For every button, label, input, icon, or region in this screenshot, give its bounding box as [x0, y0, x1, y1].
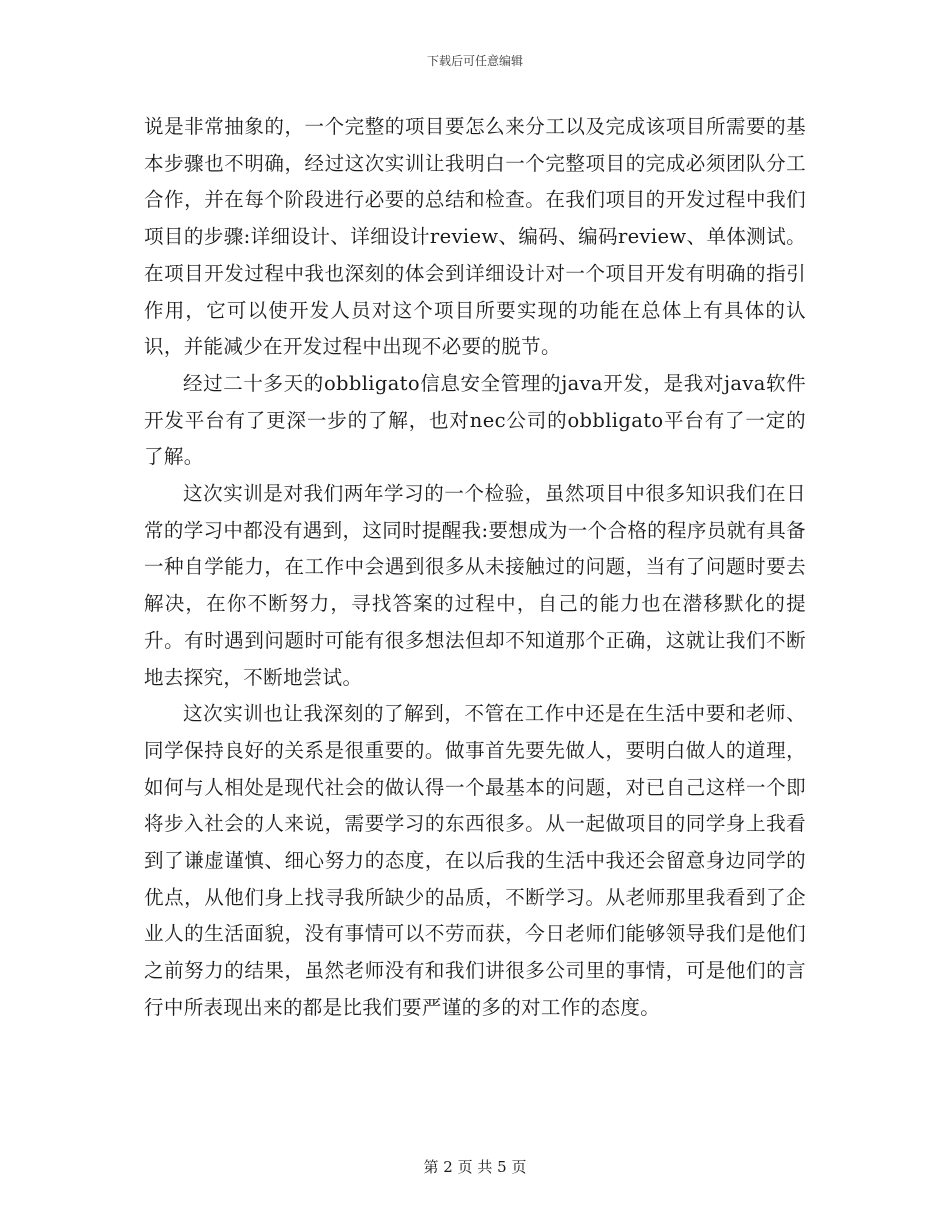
page-footer	[0, 1157, 950, 1177]
paragraph-continuation: 说是非常抽象的，一个完整的项目要怎么来分工以及完成该项目所需要的基本步骤也不明确，经过这次实训让我明白一个完整项目的完成必须团队分工合作，并在每个阶段进行必要的总结和检查。在我们项目的开发过程中我们项目的步骤:详细设计、详细设计review、编码、编码review、单体测试。在项目开发过程中我也深刻的体会到详细设计对一个项目开发有明确的指引作用，它可以使开发人员对这个项目所要实现的功能在总体上有具体的认识，并能减少在开发过程中出现不必要的脱节。	[144, 115, 806, 359]
page-header	[0, 53, 950, 69]
header-note: 下载后可任意编辑	[426, 54, 523, 68]
document-body	[144, 109, 806, 1027]
paragraph-obbligato: 经过二十多天的obbligato信息安全管理的java开发，是我对java软件开发平台有了更深一步的了解，也对nec公司的obbligato平台有了一定的了解。	[144, 371, 806, 469]
paragraph-training-review: 这次实训是对我们两年学习的一个检验，虽然项目中很多知识我们在日常的学习中都没有遇到，这同时提醒我:要想成为一个合格的程序员就有具备一种自学能力，在工作中会遇到很多从未接触过的问题，当有了问题时要去解决，在你不断努力，寻找答案的过程中，自己的能力也在潜移默化的提升。有时遇到问题时可能有很多想法但却不知道那个正确，这就让我们不断地去探究，不断地尝试。	[144, 482, 806, 689]
paragraph-relationships: 这次实训也让我深刻的了解到，不管在工作中还是在生活中要和老师、同学保持良好的关系是很重要的。做事首先要先做人，要明白做人的道理，如何与人相处是现代社会的做认得一个最基本的问题，对已自己这样一个即将步入社会的人来说，需要学习的东西很多。从一起做项目的同学身上我看到了谦虚谨慎、细心努力的态度，在以后我的生活中我还会留意身边同学的优点，从他们身上找寻我所缺少的品质，不断学习。从老师那里我看到了企业人的生活面貌，没有事情可以不劳而获，今日老师们能够领导我们是他们之前努力的结果，虽然老师没有和我们讲很多公司里的事情，可是他们的言行中所表现出来的都是比我们要严谨的多的对工作的态度。	[144, 702, 806, 1019]
page-number: 第 2 页 共 5 页	[423, 1158, 527, 1176]
